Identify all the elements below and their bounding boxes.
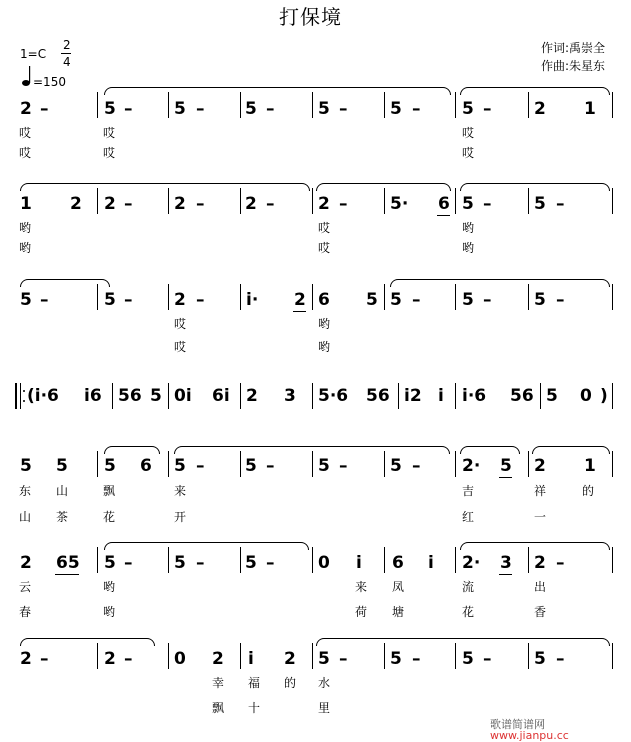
close-paren: ) [600, 386, 608, 406]
tie [390, 279, 610, 287]
dash: – [266, 553, 275, 573]
note: i [438, 386, 444, 406]
barline [384, 547, 385, 573]
dash: – [412, 456, 421, 476]
note: 2 [534, 99, 546, 119]
barline [97, 547, 98, 573]
note: 2 [294, 290, 306, 310]
dash: – [40, 99, 49, 119]
lyric: 山 [19, 510, 32, 524]
barline [112, 383, 113, 409]
note: 1 [584, 456, 596, 476]
note: i [248, 649, 254, 669]
lyric: 凤 [392, 580, 405, 594]
barline [168, 451, 169, 477]
lyric: 哎 [103, 126, 116, 140]
watermark-url: www.jianpu.cc [490, 729, 569, 742]
note: 5 [174, 456, 186, 476]
lyric: 哟 [19, 241, 32, 255]
dash: – [556, 649, 565, 669]
barline [97, 284, 98, 310]
lyric: 里 [318, 701, 331, 715]
barline [97, 92, 98, 118]
note: 5 [534, 290, 546, 310]
barline [240, 188, 241, 214]
note: 2· [462, 553, 481, 573]
note: 5 [20, 290, 32, 310]
barline [312, 92, 313, 118]
barline [168, 92, 169, 118]
barline [312, 383, 313, 409]
barline [455, 383, 456, 409]
dash: – [124, 649, 133, 669]
lyric: 哎 [462, 126, 475, 140]
dash: – [196, 99, 205, 119]
note: 2 [174, 194, 186, 214]
lyric: 哟 [318, 317, 331, 331]
underline [293, 311, 306, 312]
lyric: 流 [462, 580, 475, 594]
tie [104, 542, 309, 550]
note-group: 0i [174, 386, 192, 406]
dash: – [40, 290, 49, 310]
lyric: 飘 [212, 701, 225, 715]
barline [528, 451, 529, 477]
note: 5 [462, 649, 474, 669]
barline [168, 547, 169, 573]
lyric: 的 [582, 484, 595, 498]
lyric: 十 [248, 701, 261, 715]
rest: 0 [580, 386, 592, 406]
note: 5 [534, 649, 546, 669]
dash: – [556, 553, 565, 573]
tie [174, 446, 450, 454]
note: i [356, 553, 362, 573]
lyric: 哎 [174, 317, 187, 331]
note: 6 [318, 290, 330, 310]
barline [312, 643, 313, 669]
note: 5 [20, 456, 32, 476]
dash: – [412, 99, 421, 119]
barline [384, 188, 385, 214]
barline [612, 92, 613, 118]
tie [104, 87, 451, 95]
dash: – [556, 194, 565, 214]
barline [455, 92, 456, 118]
dash: – [40, 649, 49, 669]
lyric: 春 [19, 605, 32, 619]
lyric: 哟 [19, 221, 32, 235]
dash: – [483, 649, 492, 669]
rest: 0 [318, 553, 330, 573]
dash: – [196, 194, 205, 214]
note-group: i·6 [462, 386, 487, 406]
note: 1 [584, 99, 596, 119]
lyric: 水 [318, 676, 331, 690]
watermark-site-name: 歌谱简谱网 [490, 718, 545, 731]
barline [455, 284, 456, 310]
rest: 0 [174, 649, 186, 669]
barline [384, 643, 385, 669]
lyric: 的 [284, 676, 297, 690]
barline [168, 383, 169, 409]
lyric: 山 [56, 484, 69, 498]
lyric: 哎 [318, 221, 331, 235]
tie [20, 638, 155, 646]
composer-credit: 作曲:朱星东 [541, 59, 606, 73]
note: 5 [462, 194, 474, 214]
barline [528, 547, 529, 573]
tie [316, 183, 451, 191]
lyric: 哎 [19, 126, 32, 140]
note: 5 [104, 99, 116, 119]
lyric: 一 [534, 510, 547, 524]
note-group: 56 [118, 386, 142, 406]
dash: – [483, 99, 492, 119]
note-group: 56 [510, 386, 534, 406]
note: i [428, 553, 434, 573]
dash: – [196, 553, 205, 573]
note: 2 [284, 649, 296, 669]
lyric: 东 [19, 484, 32, 498]
note: 2 [534, 553, 546, 573]
dash: – [124, 290, 133, 310]
repeat-dot [23, 390, 25, 392]
dash: – [339, 456, 348, 476]
note: i· [246, 290, 259, 310]
barline [312, 451, 313, 477]
repeat-dot [23, 400, 25, 402]
note: 5 [546, 386, 558, 406]
note: 2 [20, 553, 32, 573]
barline [528, 188, 529, 214]
tie [460, 183, 610, 191]
barline [97, 188, 98, 214]
watermark [483, 708, 569, 741]
lyric: 哟 [462, 241, 475, 255]
barline [455, 547, 456, 573]
dash: – [124, 194, 133, 214]
lyric: 哎 [318, 241, 331, 255]
note: 5 [534, 194, 546, 214]
lyric: 开 [174, 510, 187, 524]
barline [455, 451, 456, 477]
barline [312, 188, 313, 214]
note: 5 [390, 649, 402, 669]
lyric: 哟 [318, 340, 331, 354]
barline [398, 383, 399, 409]
note: 5 [174, 553, 186, 573]
dash: – [556, 290, 565, 310]
lyric: 茶 [56, 510, 69, 524]
dash: – [124, 99, 133, 119]
dash: – [266, 99, 275, 119]
lyric: 福 [248, 676, 261, 690]
dash: – [339, 99, 348, 119]
barline [455, 643, 456, 669]
barline [168, 188, 169, 214]
note-group: 56 [366, 386, 390, 406]
barline [312, 547, 313, 573]
dash: – [412, 290, 421, 310]
note: 5· [390, 194, 409, 214]
note-group: 6i [212, 386, 230, 406]
dash: – [339, 649, 348, 669]
tempo-marking: =150 [33, 75, 66, 89]
note: 5 [174, 99, 186, 119]
note: 6 [140, 456, 152, 476]
lyric: 来 [174, 484, 187, 498]
dash: – [266, 456, 275, 476]
barline [612, 547, 613, 573]
note: 3 [500, 553, 512, 573]
lyric: 出 [534, 580, 547, 594]
lyric: 花 [462, 605, 475, 619]
barline [240, 383, 241, 409]
tie [20, 279, 110, 287]
lyric: 飘 [103, 484, 116, 498]
tie [532, 446, 610, 454]
lyric: 红 [462, 510, 475, 524]
lyric: 塘 [392, 605, 405, 619]
tie [104, 446, 160, 454]
key-signature: 1=C [20, 47, 47, 61]
note: 2 [20, 99, 32, 119]
tie [460, 542, 610, 550]
dash: – [196, 456, 205, 476]
barline [384, 451, 385, 477]
lyric: 香 [534, 605, 547, 619]
note: 5 [318, 649, 330, 669]
underline [437, 215, 450, 216]
note: 2 [104, 649, 116, 669]
note: 6 [392, 553, 404, 573]
lyric: 哟 [103, 605, 116, 619]
barline [240, 547, 241, 573]
dash: – [483, 194, 492, 214]
note-group: i2 [404, 386, 422, 406]
dash: – [412, 649, 421, 669]
barline [528, 284, 529, 310]
repeat-barline [15, 383, 17, 409]
time-signature-bottom: 4 [63, 55, 71, 69]
lyric: 吉 [462, 484, 475, 498]
underline [55, 574, 79, 575]
note: 2 [318, 194, 330, 214]
note: 2 [246, 386, 258, 406]
tie [460, 87, 610, 95]
barline [528, 643, 529, 669]
underline [499, 477, 512, 478]
note: 5 [318, 456, 330, 476]
note: 5 [56, 456, 68, 476]
note: 5 [390, 456, 402, 476]
note: 2 [104, 194, 116, 214]
dash: – [196, 290, 205, 310]
tie [316, 638, 610, 646]
barline [240, 284, 241, 310]
dash: – [339, 194, 348, 214]
barline [240, 451, 241, 477]
note: 5 [245, 99, 257, 119]
note: 5 [462, 290, 474, 310]
barline [540, 383, 541, 409]
barline [612, 451, 613, 477]
barline [612, 383, 613, 409]
barline [612, 643, 613, 669]
note-group: 5·6 [318, 386, 349, 406]
note-group: (i·6 [27, 386, 59, 406]
note: 5 [104, 553, 116, 573]
note: 2 [534, 456, 546, 476]
lyric: 哎 [462, 146, 475, 160]
barline [384, 284, 385, 310]
lyric: 祥 [534, 484, 547, 498]
note: 3 [284, 386, 296, 406]
note: 5 [390, 290, 402, 310]
dash: – [124, 553, 133, 573]
note: 5 [318, 99, 330, 119]
note: 5 [104, 456, 116, 476]
lyric: 花 [103, 510, 116, 524]
lyricist-credit: 作词:禹崇全 [541, 41, 606, 55]
note: 2· [462, 456, 481, 476]
tie [20, 183, 310, 191]
lyric: 哎 [174, 340, 187, 354]
lyric: 云 [19, 580, 32, 594]
note: 5 [390, 99, 402, 119]
note: 5 [366, 290, 378, 310]
note: 2 [20, 649, 32, 669]
barline [528, 92, 529, 118]
note: 5 [500, 456, 512, 476]
barline [168, 643, 169, 669]
lyric: 哎 [19, 146, 32, 160]
note: 2 [245, 194, 257, 214]
dash: – [483, 290, 492, 310]
note: 5 [150, 386, 162, 406]
barline [97, 451, 98, 477]
song-title: 打保境 [279, 5, 342, 29]
note: 2 [174, 290, 186, 310]
dash: – [266, 194, 275, 214]
time-signature-top: 2 [63, 38, 71, 52]
note-group: i6 [84, 386, 102, 406]
note: 2 [212, 649, 224, 669]
barline [612, 188, 613, 214]
lyric: 哟 [103, 580, 116, 594]
note: 1 [20, 194, 32, 214]
lyric: 荷 [355, 605, 368, 619]
barline [240, 643, 241, 669]
note-group: 65 [56, 553, 80, 573]
repeat-barline-thin [20, 383, 21, 409]
underline [499, 574, 512, 575]
barline [168, 284, 169, 310]
lyric: 哟 [462, 221, 475, 235]
barline [312, 284, 313, 310]
lyric: 幸 [212, 676, 225, 690]
note: 6 [438, 194, 450, 214]
barline [240, 92, 241, 118]
note: 5 [104, 290, 116, 310]
lyric: 来 [355, 580, 368, 594]
time-signature-line [61, 53, 71, 54]
barline [97, 643, 98, 669]
barline [384, 92, 385, 118]
barline [455, 188, 456, 214]
note: 2 [70, 194, 82, 214]
note: 5 [245, 553, 257, 573]
tie [460, 446, 520, 454]
note: 5 [245, 456, 257, 476]
lyric: 哎 [103, 146, 116, 160]
note: 5 [462, 99, 474, 119]
barline [612, 284, 613, 310]
